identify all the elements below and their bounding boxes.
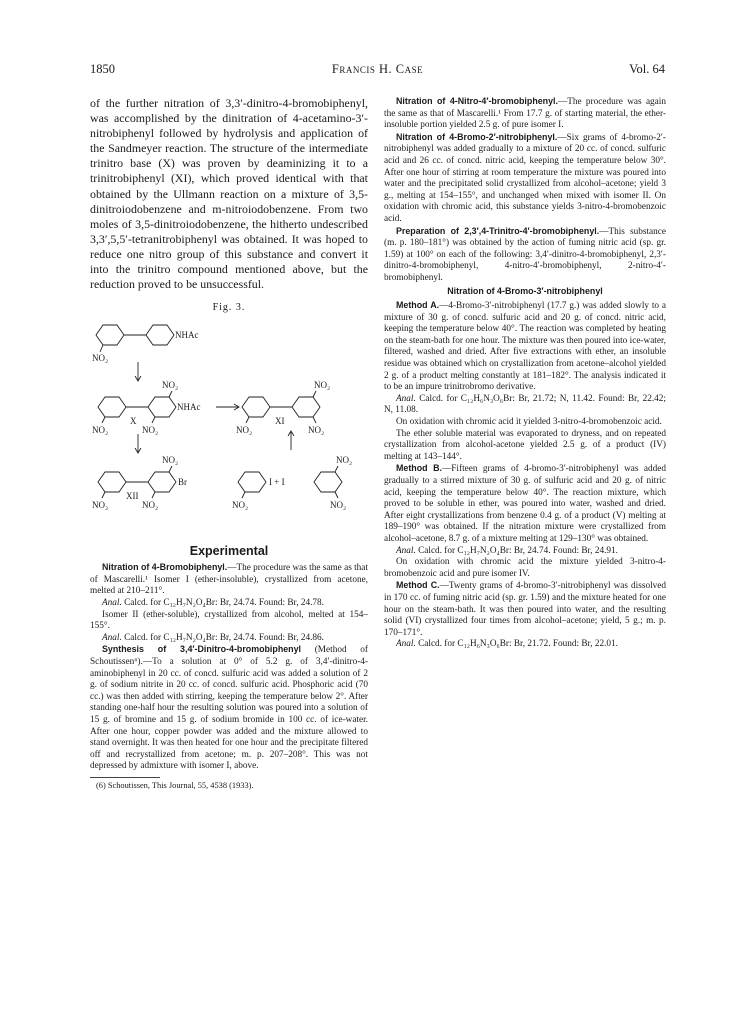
paragraph-isomer-ii: Isomer II (ether-soluble), crystallized from alcohol, melted at 154–155°. <box>90 609 368 632</box>
label-compound-xi: XI <box>275 416 285 427</box>
right-column <box>384 96 666 651</box>
paragraph-analysis: Anal. Calcd. for C₁₂H₆N₃O₆Br: Br, 21.72. Found: Br, 22.01. <box>396 639 618 650</box>
paragraph-preparation-trinitro: Preparation of 2,3′,4-Trinitro-4′-bromobiphenyl.—This substance (m. p. 180–181°) was obtained by the action of fuming nitric acid (sp. gr. 1.59) at 100° on each of the following: 3,4′-dinitro-4-bromobiphenyl, 2,3′-dinitro-4-bromobiphenyl, 4-nitro-4′-bromobiphenyl, 2-nitro-4′-bromobiphenyl. <box>384 225 666 283</box>
reaction-scheme <box>90 302 368 542</box>
subsection-title: Nitration of 4-Bromo-3′-nitrobiphenyl <box>447 285 603 296</box>
label-no2: NO₂ <box>162 380 179 391</box>
page-number: 1850 <box>90 62 115 76</box>
paragraph-analysis: Anal. Calcd. for C₁₂H₇N₂O₄Br: Br, 24.74. Found: Br, 24.86. <box>102 632 324 643</box>
footnote-6: (6) Schoutissen, This Journal, 55, 4538 (1933). <box>96 780 254 790</box>
label-no2: NO₂ <box>142 425 159 436</box>
label-no2: NO₂ <box>162 455 179 466</box>
label-no2: NO₂ <box>330 500 347 511</box>
footnote-rule <box>90 777 160 778</box>
paragraph-oxidation: On oxidation with chromic acid it yielded 3-nitro-4-bromobenzoic acid. <box>396 417 662 428</box>
label-compound-xii: XII <box>126 491 139 502</box>
figure-3 <box>90 302 368 542</box>
paragraph-analysis: Anal. Calcd. for C₁₂H₆N₃O₆Br: Br, 21.72; N, 11.42. Found: Br, 22.42; N, 11.08. <box>384 393 666 416</box>
label-nhac: NHAc <box>177 402 201 413</box>
paragraph-method-b: Method B.—Fifteen grams of 4-bromo-3′-nitrobiphenyl was added gradually to a stirred mixture of 30 g. of sulfuric acid and 20 g. of nitric acid, keeping the temperature below 40°. The reaction mixture, which proved to be soluble in ether, was poured into water, washed and dried. After eight crystallizations from benzene 0.4 g. of a product (V) melting at 189–190° was obtained. If the nitration mixture were crystallized from alcohol–acetone, 8.7 g. of a mixture melting at 129–130° was obtained. <box>384 463 666 544</box>
benzene-ring <box>146 325 174 345</box>
benzene-ring <box>98 397 126 417</box>
label-no2: NO₂ <box>142 500 159 511</box>
paragraph-analysis: Anal. Calcd. for C₁₂H₇N₂O₄Br: Br, 24.74. Found: Br, 24.78. <box>102 598 324 608</box>
label-no2: NO₂ <box>336 455 353 466</box>
benzene-ring <box>292 397 320 417</box>
intro-paragraph: of the further nitration of 3,3′-dinitro-4-bromobiphenyl, was accomplished by the dinitration of 4-acetamino-3′-nitrobiphenyl followed by hydrolysis and application of the Sandmeyer reaction. The structure of the intermediate trinitro base (X) was proven by deaminizing it to a trinitrobiphenyl (XI), which proved identical with that obtained by the Ullmann reaction on a mixture of 3,5-dinitroiodobenzene and m-nitroiodobenzene. From two moles of 3,5-dinitroiodobenzene, the hitherto undescribed 3,3′,5,5′-tetranitrobiphenyl was obtained. It was hoped to reduce one nitro group of this substance and convert it into the trinitro compound mentioned above, but the reduction proved to be unsuccessful. <box>90 96 368 292</box>
benzene-ring <box>148 397 176 417</box>
benzene-ring <box>242 397 270 417</box>
section-title-experimental: Experimental <box>189 544 269 559</box>
label-compound-x: X <box>130 416 137 427</box>
benzene-ring <box>148 472 176 492</box>
paragraph-ether-soluble: The ether soluble material was evaporated to dryness, and on repeated crystallization from alcohol-acetone yielded 2.5 g. of a product (IV) melting at 143–144°. <box>384 428 666 462</box>
label-no2: NO₂ <box>92 425 109 436</box>
paragraph-nitration-4-nitro: Nitration of 4-Nitro-4′-bromobiphenyl.—The procedure was again the same as that of Mascarelli.¹ From 17.7 g. of starting material, the ether-insoluble portion yielded 2.5 g. of pure isomer I. <box>384 96 666 131</box>
running-author: Francis H. Case <box>331 62 424 76</box>
paragraph-analysis: Anal. Calcd. for C₁₂H₇N₂O₄Br: Br, 24.74. Found: Br, 24.91. <box>396 545 618 556</box>
label-br: Br <box>178 477 187 488</box>
label-no2: NO₂ <box>92 500 109 511</box>
figure-caption: Fig. 3. <box>212 302 246 314</box>
paragraph-method-c: Method C.—Twenty grams of 4-bromo-3′-nitrobiphenyl was dissolved in 170 cc. of fuming nitric acid (sp. gr. 1.59) and the mixture heated for one hour on the steam-bath. It was then poured into water, and the resulting solid (VI) crystallized four times from alcohol–acetone; yield, 5 g.; m. p. 170–171°. <box>384 580 667 638</box>
paragraph-nitration-2-nitro: Nitration of 4-Bromo-2′-nitrobiphenyl.—Six grams of 4-bromo-2′-nitrobiphenyl was added gradually to a mixture of 20 cc. of concd. sulfuric acid and 26 cc. of concd. nitric acid, keeping the temperature below 30°. After one hour of stirring at room temperature the mixture was poured into water and the precipitated solid crystallized from alcohol–acetone; yield 3 g., melting at 154–155°, and unchanged when mixed with isomer II. On oxidation with chromic acid, this substance yields 3-nitro-4-bromobenzoic acid. <box>384 131 666 224</box>
paragraph-nitration-4-bromobiphenyl: Nitration of 4-Bromobiphenyl.—The procedure was the same as that of Mascarelli.¹ Isomer I (ether-insoluble), crystallized from acetone, melted at 210–211°. <box>90 562 368 597</box>
label-nhac: NHAc <box>175 330 199 341</box>
label-no2: NO₂ <box>92 353 109 364</box>
benzene-ring <box>96 325 124 345</box>
label-i-plus-i: I + I <box>269 477 285 488</box>
left-column <box>90 96 368 791</box>
label-no2: NO₂ <box>232 500 249 511</box>
benzene-ring <box>98 472 126 492</box>
paragraph-oxidation-mixture: On oxidation with chromic acid the mixture yielded 3-nitro-4-bromobenzoic acid and pure isomer IV. <box>384 557 666 579</box>
running-header <box>90 62 665 78</box>
paragraph-method-a: Method A.—4-Bromo-3′-nitrobiphenyl (17.7 g.) was added slowly to a mixture of 30 g. of concd. sulfuric acid and 20 g. of concd. nitric acid, keeping the temperature below 40°. The reaction was completed by heating on the steam-bath for one hour. The mixture was then poured into ice-water, filtered, washed and dried. After five extractions with ether, an insoluble residue was obtained which on crystallization from acetone–alcohol yielded 2 g. of a product melting constantly at 181–182°. The analysis indicated it to be an impure trinitrobromo derivative. <box>384 300 667 393</box>
paragraph-synthesis-dinitro: Synthesis of 3,4′-Dinitro-4-bromobiphenyl (Method of Schoutissen⁶).—To a solution at 0° of 5.2 g. of 3,4′-dinitro-4-aminobiphenyl in 20 cc. of concd. sulfuric acid was added a solution of 2 g. of sodium nitrite in 20 cc. of concd. sulfuric acid. Phosphoric acid (70 cc.) was then added with stirring, keeping the temperature below 2°. After standing one-half hour the resulting solution was poured into a solution of 15 g. of bromine and 15 g. of sodium bromide in 100 cc. of ice-water. After one hour, copper powder was added and the mixture allowed to stand overnight. It was then heated for one hour and the precipitate filtered off and recrystallized from acetone; m. p. 207–208°. This was not depressed by admixture with isomer I, above. <box>90 644 368 772</box>
volume-label: Vol. 64 <box>629 62 665 76</box>
benzene-ring <box>314 472 342 492</box>
label-no2: NO₂ <box>308 425 325 436</box>
label-no2: NO₂ <box>314 380 331 391</box>
benzene-ring <box>238 472 266 492</box>
label-no2: NO₂ <box>236 425 253 436</box>
